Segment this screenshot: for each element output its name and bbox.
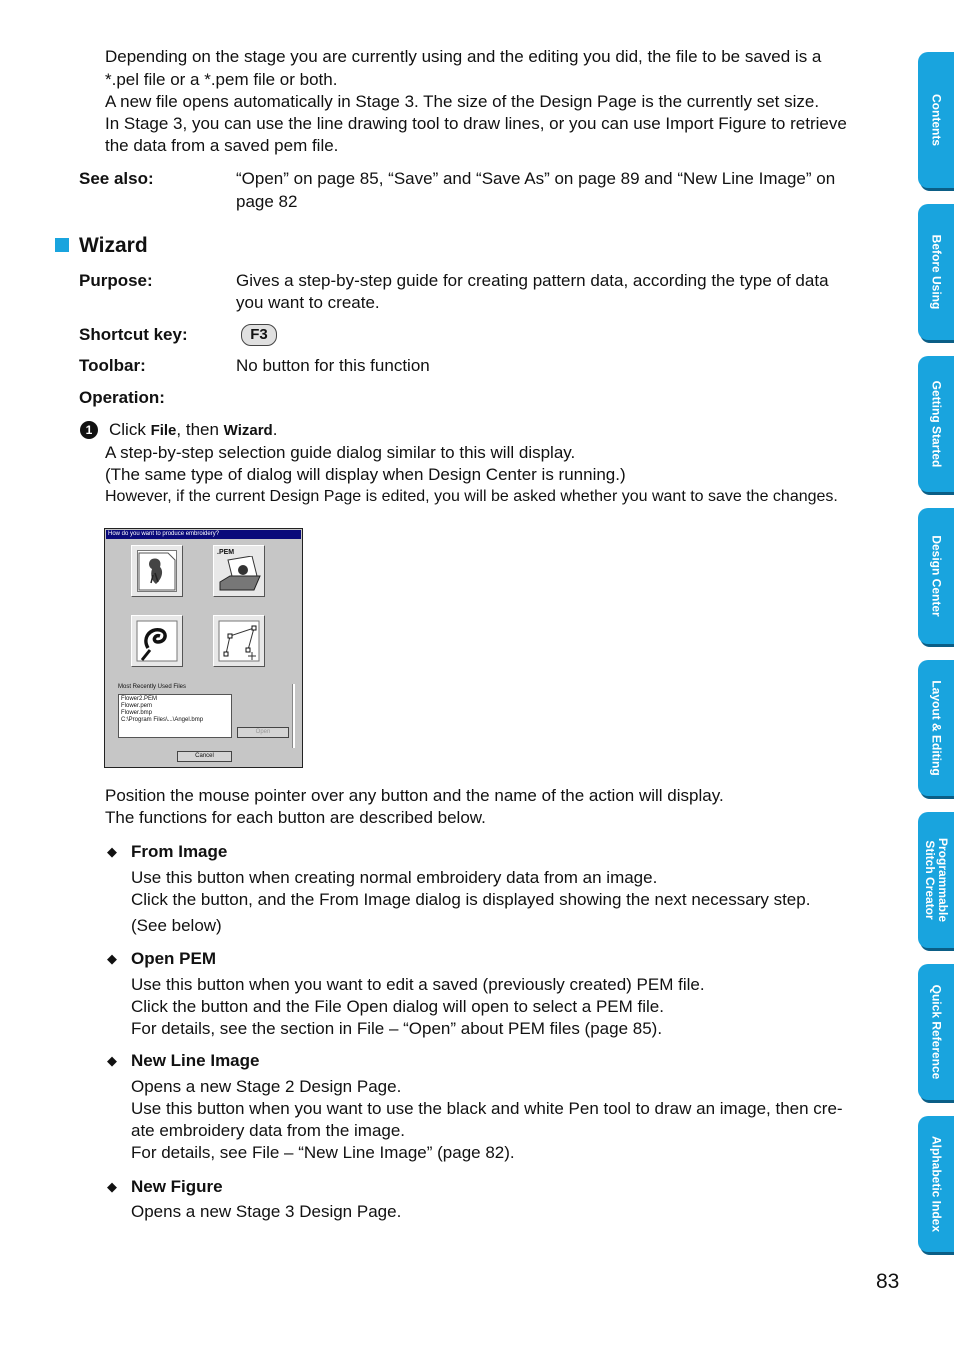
new-line-image-line-4: For details, see File – “New Line Image” (page 82).: [131, 1143, 515, 1162]
step1-period: .: [272, 420, 278, 439]
page-number: 83: [876, 1270, 900, 1293]
open-pem-line-3: For details, see the section in File – “Open” about PEM files (page 85).: [131, 1019, 663, 1038]
pen-drawing-icon: [136, 620, 178, 662]
tab-design-center-label: Design Center: [929, 535, 944, 617]
diamond-bullet-icon: ◆: [107, 1179, 117, 1194]
step1-line-1: [109, 419, 277, 442]
new-line-image-heading: New Line Image: [131, 1051, 260, 1070]
diamond-bullet-icon: ◆: [107, 844, 117, 859]
from-image-button[interactable]: [131, 545, 183, 597]
tab-alphabetic-index[interactable]: [918, 1116, 954, 1252]
tab-layout-editing[interactable]: [918, 660, 954, 796]
step1-click-text: Click: [109, 420, 151, 439]
mru-item[interactable]: Flower.bmp: [121, 710, 153, 716]
pem-file-icon: [218, 556, 262, 594]
step1-line-2: A step-by-step selection guide dialog similar to this will display.: [105, 443, 576, 462]
section-marker: [55, 238, 69, 252]
from-image-heading: From Image: [131, 842, 228, 861]
mru-item[interactable]: C:\Program Files\...\Angel.bmp: [121, 717, 204, 723]
new-figure-button[interactable]: [213, 615, 265, 667]
open-pem-button[interactable]: [213, 545, 265, 597]
section-title: Wizard: [79, 234, 148, 257]
after-line-2: The functions for each button are described below.: [105, 808, 486, 827]
open-pem-heading: Open PEM: [131, 949, 217, 968]
tab-before-using[interactable]: [918, 204, 954, 340]
bird-image-icon: [137, 550, 177, 592]
figure-polyline-icon: [218, 620, 260, 662]
tab-before-using-label: Before Using: [929, 234, 944, 310]
tab-design-center[interactable]: [918, 508, 954, 644]
intro-line-5: the data from a saved pem file.: [105, 136, 339, 155]
pem-label: .PEM: [217, 549, 235, 556]
new-figure-line-1: Opens a new Stage 3 Design Page.: [131, 1202, 402, 1221]
open-pem-line-1: Use this button when you want to edit a saved (previously created) PEM file.: [131, 975, 705, 994]
new-figure-heading: New Figure: [131, 1177, 223, 1196]
step1-line-4: However, if the current Design Page is edited, you will be asked whether you want to save the changes.: [105, 488, 838, 505]
from-image-line-2: Click the button, and the From Image dialog is displayed showing the next necessary step.: [131, 890, 811, 909]
step1-then-text: , then: [176, 420, 224, 439]
tab-programmable-line-2: Stitch Creator: [923, 840, 937, 920]
from-image-line-1: Use this button when creating normal embroidery data from an image.: [131, 868, 658, 887]
new-line-image-line-3: ate embroidery data from the image.: [131, 1121, 406, 1140]
intro-line-2: *.pel file or a *.pem file or both.: [105, 70, 338, 89]
diamond-bullet-icon: ◆: [107, 951, 117, 966]
mru-item[interactable]: Flower2.PEM: [121, 696, 158, 702]
tab-getting-started[interactable]: [918, 356, 954, 492]
tab-alphabetic-index-label: Alphabetic Index: [929, 1135, 944, 1233]
purpose-line-2: you want to create.: [236, 293, 380, 312]
after-line-1: Position the mouse pointer over any button and the name of the action will display.: [105, 786, 724, 805]
tab-contents[interactable]: [918, 52, 954, 188]
purpose-line-1: Gives a step-by-step guide for creating pattern data, according the type of data: [236, 271, 829, 290]
tab-programmable-stitch-creator[interactable]: [918, 812, 954, 948]
cancel-button[interactable]: Cancel: [177, 751, 232, 762]
f3-key-badge: F3: [241, 324, 277, 346]
purpose-label: Purpose:: [79, 271, 153, 290]
intro-line-3: A new file opens automatically in Stage 3. The size of the Design Page is the currently set size.: [105, 92, 820, 111]
new-line-image-line-2: Use this button when you want to use the black and white Pen tool to draw an image, then cre-: [131, 1099, 843, 1118]
open-button[interactable]: Open: [237, 727, 289, 738]
see-also-line-2: page 82: [236, 192, 298, 211]
new-line-image-line-1: Opens a new Stage 2 Design Page.: [131, 1077, 402, 1096]
tab-layout-editing-label: Layout & Editing: [929, 680, 944, 776]
tab-quick-reference-label: Quick Reference: [929, 984, 944, 1080]
from-image-line-3: (See below): [131, 916, 222, 935]
see-also-line-1: “Open” on page 85, “Save” and “Save As” on page 89 and “New Line Image” on: [236, 169, 836, 188]
wizard-dialog: [104, 528, 303, 768]
step1-line-3: (The same type of dialog will display when Design Center is running.): [105, 465, 626, 484]
tab-getting-started-label: Getting Started: [929, 380, 944, 468]
tab-programmable-line-1: Programmable: [936, 837, 950, 923]
dialog-separator: [292, 684, 295, 748]
dialog-title: How do you want to produce embroidery?: [106, 530, 301, 539]
mru-list[interactable]: [118, 694, 232, 738]
step1-wizard-menu: Wizard: [223, 422, 273, 439]
tab-contents-label: Contents: [929, 94, 944, 146]
tab-quick-reference[interactable]: [918, 964, 954, 1100]
intro-line-1: Depending on the stage you are currently using and the editing you did, the file to be saved is a: [105, 47, 822, 66]
mru-item[interactable]: Flower.pem: [121, 703, 153, 709]
intro-line-4: In Stage 3, you can use the line drawing tool to draw lines, or you can use Import Figure to retrieve: [105, 114, 847, 133]
diamond-bullet-icon: ◆: [107, 1053, 117, 1068]
operation-label: Operation:: [79, 388, 165, 407]
mru-label: Most Recently Used Files: [118, 684, 187, 690]
see-also-label: See also:: [79, 169, 154, 188]
new-line-image-button[interactable]: [131, 615, 183, 667]
tab-programmable-label: [923, 838, 949, 922]
step1-file-menu: File: [150, 422, 177, 439]
toolbar-label: Toolbar:: [79, 356, 146, 375]
open-pem-line-2: Click the button and the File Open dialog will open to select a PEM file.: [131, 997, 664, 1016]
toolbar-value: No button for this function: [236, 356, 430, 375]
step-number-badge: 1: [80, 421, 98, 439]
shortcut-label: Shortcut key:: [79, 325, 188, 344]
